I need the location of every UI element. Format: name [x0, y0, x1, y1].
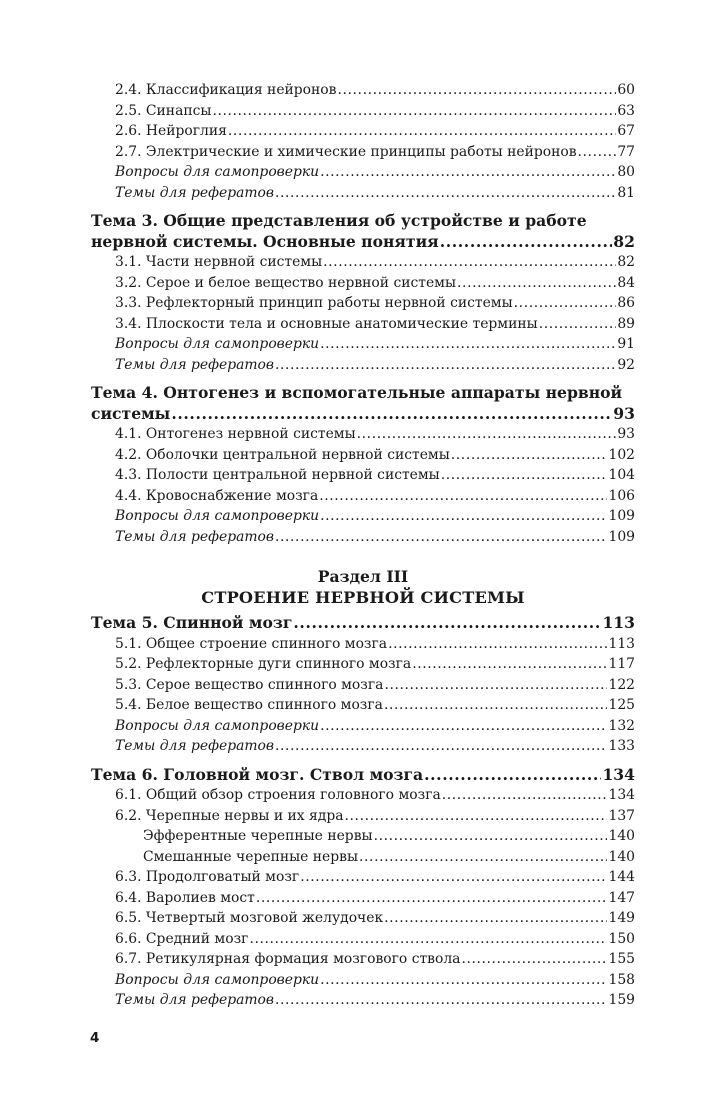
toc-entry-title: 5.3. Серое вещество спинного мозга: [115, 676, 384, 693]
toc-entry-page: 113: [608, 635, 635, 652]
toc-group: [91, 383, 635, 547]
toc-entry[interactable]: [91, 142, 635, 163]
toc-entry-title: Темы для рефератов: [115, 184, 274, 201]
toc-entry-page: 133: [608, 738, 635, 754]
leader-dots: [320, 970, 607, 991]
toc-entry[interactable]: [91, 867, 635, 888]
toc-entry[interactable]: [91, 314, 635, 335]
topic-heading-line1[interactable]: Тема 3. Общие представления об устройстве и работе: [91, 211, 587, 230]
toc-entry-page: 81: [617, 184, 635, 201]
toc-entry-page: 149: [608, 910, 635, 926]
toc-entry[interactable]: [91, 252, 635, 273]
toc-entry[interactable]: [91, 80, 635, 101]
leader-dots: [412, 654, 607, 675]
toc-entry-title: 4.2. Оболочки центральной нервной системы: [115, 446, 450, 463]
toc-entry-title: 3.4. Плоскости тела и основные анатомические термины: [115, 315, 538, 332]
toc-entry-page: 137: [608, 807, 635, 824]
toc-group: [91, 80, 635, 203]
leader-dots: [320, 716, 607, 737]
toc-subentry[interactable]: [91, 826, 635, 847]
topic-heading-line1[interactable]: Тема 4. Онтогенез и вспомогательные аппараты нервной: [91, 383, 623, 402]
toc-entry-title: 2.6. Нейроглия: [115, 123, 227, 139]
toc-entry-title: Темы для рефератов: [115, 738, 274, 754]
toc-entry[interactable]: [91, 293, 635, 314]
section-heading: [91, 567, 635, 609]
toc-entry-page: 91: [617, 336, 635, 352]
toc-entry[interactable]: [91, 634, 635, 655]
toc-entry-title: 6.7. Ретикулярная формация мозгового ствола: [115, 951, 461, 967]
toc-group: [91, 613, 635, 757]
toc-entry[interactable]: [91, 949, 635, 970]
leader-dots: [300, 867, 607, 888]
toc-entry-title: 6.2. Черепные нервы и их ядра: [115, 807, 344, 824]
toc-entry-page: 140: [608, 848, 635, 865]
topic-page: 93: [613, 403, 635, 423]
toc-entry-title: Темы для рефератов: [115, 528, 274, 545]
leader-dots: [320, 334, 616, 355]
toc-entry-title: 6.1. Общий обзор строения головного мозга: [115, 787, 441, 803]
toc-entry-page: 104: [608, 467, 635, 483]
toc-entry-title: Вопросы для самопроверки: [115, 336, 320, 352]
leader-dots: [275, 990, 607, 1011]
leader-dots: [359, 847, 607, 868]
toc-entry-page: 63: [617, 102, 635, 119]
leader-dots: [212, 101, 616, 122]
toc-entry-page: 147: [608, 889, 635, 906]
toc-entry-page: 80: [617, 164, 635, 180]
toc-entry-page: 106: [608, 487, 635, 504]
leader-dots: [320, 162, 616, 183]
leader-dots: [440, 232, 613, 253]
leader-dots: [275, 527, 607, 548]
topic-heading[interactable]: [91, 765, 635, 786]
toc-entry-essays[interactable]: [91, 736, 635, 757]
toc-entry-title: Вопросы для самопроверки: [115, 717, 320, 734]
toc-entry-page: 132: [608, 717, 635, 734]
toc-entry-title: Смешанные черепные нервы: [143, 848, 359, 865]
toc-entry[interactable]: [91, 785, 635, 806]
leader-dots: [171, 404, 612, 425]
topic-title: системы: [91, 403, 171, 423]
toc-entry-title: 3.3. Рефлекторный принцип работы нервной системы: [115, 295, 513, 311]
toc-entry-title: Темы для рефератов: [115, 356, 274, 373]
toc-entry-title: 2.4. Классификация нейронов: [115, 82, 337, 98]
topic-title: Тема 6. Головной мозг. Ствол мозга: [91, 764, 424, 784]
toc-entry[interactable]: [91, 929, 635, 950]
topic-heading[interactable]: [91, 232, 635, 253]
toc-entry-title: 5.1. Общее строение спинного мозга: [115, 635, 388, 652]
toc-entry-page: 144: [608, 869, 635, 885]
toc-entry-page: 92: [617, 356, 635, 373]
leader-dots: [345, 806, 608, 827]
leader-dots: [424, 765, 601, 786]
toc-entry-questions[interactable]: [91, 334, 635, 355]
leader-dots: [461, 949, 607, 970]
toc-group: [91, 765, 635, 1011]
topic-page: 134: [602, 764, 635, 784]
leader-dots: [514, 293, 617, 314]
toc-entry-page: 109: [608, 528, 635, 545]
topic-heading[interactable]: [91, 404, 635, 425]
toc-entry-title: Вопросы для самопроверки: [115, 164, 320, 180]
toc-entry-title: 2.5. Синапсы: [115, 102, 212, 119]
toc-entry-title: 6.5. Четвертый мозговой желудочек: [115, 910, 384, 926]
toc-entry-title: 3.2. Серое и белое вещество нервной системы: [115, 274, 457, 291]
toc-entry-title: Темы для рефератов: [115, 992, 274, 1008]
toc-entry-essays[interactable]: [91, 355, 635, 376]
toc-entry-essays[interactable]: [91, 990, 635, 1011]
leader-dots: [338, 80, 617, 101]
toc-entry-questions[interactable]: [91, 970, 635, 991]
page-number: 4: [90, 1030, 100, 1046]
toc-entry[interactable]: [91, 806, 635, 827]
toc-entry[interactable]: [91, 695, 635, 716]
toc-entry-page: 150: [608, 930, 635, 947]
toc-entry-title: 6.6. Средний мозг: [115, 930, 249, 947]
toc-entry-questions[interactable]: [91, 162, 635, 183]
toc-entry-questions[interactable]: [91, 716, 635, 737]
topic-title: Тема 5. Спинной мозг: [91, 613, 293, 632]
leader-dots: [320, 506, 607, 527]
toc-entry-title: 6.4. Варолиев мост: [115, 889, 255, 906]
toc-entry[interactable]: [91, 445, 635, 466]
leader-dots: [388, 634, 607, 655]
toc-entry-title: 6.3. Продолговатый мозг: [115, 869, 300, 885]
toc-entry-title: 4.3. Полости центральной нервной системы: [115, 467, 440, 483]
toc-entry[interactable]: [91, 273, 635, 294]
toc-entry[interactable]: [91, 486, 635, 507]
toc-entry-page: 86: [617, 295, 635, 311]
leader-dots: [256, 888, 608, 909]
toc-entry-page: 77: [617, 143, 635, 160]
toc-entry-title: Эфферентные черепные нервы: [143, 828, 373, 844]
toc-entry-page: 134: [608, 787, 635, 803]
leader-dots: [323, 252, 616, 273]
section-title: СТРОЕНИЕ НЕРВНОЙ СИСТЕМЫ: [201, 588, 525, 607]
leader-dots: [578, 142, 617, 163]
leader-dots: [539, 314, 617, 335]
toc-entry-page: 159: [608, 992, 635, 1008]
toc-entry-page: 122: [608, 676, 635, 693]
toc-entry-page: 89: [617, 315, 635, 332]
toc-entry-title: 4.1. Онтогенез нервной системы: [115, 426, 356, 442]
toc-entry[interactable]: [91, 908, 635, 929]
toc-entry-page: 60: [617, 82, 635, 98]
toc-entry-page: 102: [608, 446, 635, 463]
topic-title: нервной системы. Основные понятия: [91, 231, 439, 251]
toc-entry-page: 117: [608, 656, 635, 672]
toc-entry-page: 109: [608, 508, 635, 524]
toc-entry-page: 125: [608, 697, 635, 713]
leader-dots: [384, 908, 607, 929]
toc-entry[interactable]: [91, 675, 635, 696]
toc-entry-title: 2.7. Электрические и химические принципы работы нейронов: [115, 143, 577, 160]
toc-entry-title: Вопросы для самопроверки: [115, 971, 320, 988]
section-label: Раздел III: [317, 567, 409, 586]
leader-dots: [357, 424, 617, 445]
topic-page: 113: [602, 613, 635, 632]
leader-dots: [384, 675, 607, 696]
toc-entry[interactable]: [91, 121, 635, 142]
toc-entry-page: 67: [617, 123, 635, 139]
leader-dots: [319, 486, 607, 507]
leader-dots: [293, 613, 601, 634]
toc-entry-page: 84: [617, 274, 635, 291]
toc-entry[interactable]: [91, 101, 635, 122]
toc-entry[interactable]: [91, 654, 635, 675]
toc-subentry[interactable]: [91, 847, 635, 868]
toc-entry-essays[interactable]: [91, 183, 635, 204]
leader-dots: [374, 826, 608, 847]
table-of-contents: [91, 80, 635, 1011]
toc-entry-page: 82: [617, 254, 635, 270]
toc-entry-title: 5.4. Белое вещество спинного мозга: [115, 697, 383, 713]
leader-dots: [275, 355, 616, 376]
toc-entry-essays[interactable]: [91, 527, 635, 548]
toc-entry-page: 158: [608, 971, 635, 988]
topic-heading[interactable]: [91, 613, 635, 634]
leader-dots: [228, 121, 616, 142]
leader-dots: [275, 736, 607, 757]
leader-dots: [275, 183, 616, 204]
toc-group: [91, 211, 635, 375]
leader-dots: [384, 695, 608, 716]
toc-entry[interactable]: [91, 424, 635, 445]
toc-entry-title: 3.1. Части нервной системы: [115, 254, 323, 270]
toc-entry-page: 140: [608, 828, 635, 844]
topic-page: 82: [613, 231, 635, 251]
leader-dots: [249, 929, 607, 950]
toc-entry-page: 93: [617, 426, 635, 442]
toc-entry-questions[interactable]: [91, 506, 635, 527]
leader-dots: [441, 465, 608, 486]
leader-dots: [442, 785, 608, 806]
toc-entry-title: Вопросы для самопроверки: [115, 508, 320, 524]
leader-dots: [451, 445, 608, 466]
toc-entry-page: 155: [608, 951, 635, 967]
toc-entry[interactable]: [91, 888, 635, 909]
toc-entry[interactable]: [91, 465, 635, 486]
toc-entry-title: 5.2. Рефлекторные дуги спинного мозга: [115, 656, 412, 672]
leader-dots: [457, 273, 616, 294]
toc-entry-title: 4.4. Кровоснабжение мозга: [115, 487, 319, 504]
